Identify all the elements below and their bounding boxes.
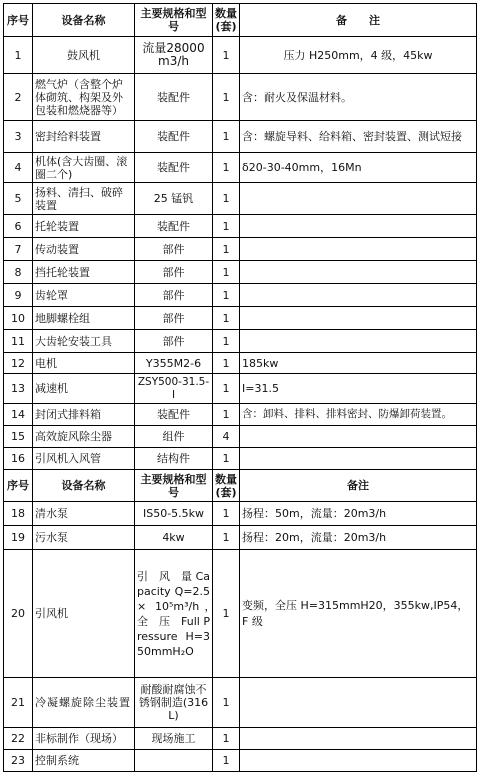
row-note: 变频，全压 H=315mmH20，355kw,IP54，F 级 <box>240 550 477 678</box>
row-name: 冷凝螺旋除尘装置 <box>33 678 135 728</box>
row-no: 23 <box>4 750 33 772</box>
row-spec: IS50-5.5kw <box>135 502 213 526</box>
row-qty: 1 <box>213 550 240 678</box>
row-no: 5 <box>4 183 33 215</box>
table-row <box>4 307 477 330</box>
header-spec: 主要规格和型号 <box>135 4 213 37</box>
row-note: 压力 H250mm，4 级，45kw <box>240 37 477 74</box>
row-name: 密封给料装置 <box>33 121 135 153</box>
table-row <box>4 550 477 678</box>
row-name: 非标制作（现场） <box>33 728 135 750</box>
table-row <box>4 353 477 374</box>
row-spec: 装配件 <box>135 215 213 238</box>
row-qty: 1 <box>213 284 240 307</box>
row-qty: 1 <box>213 215 240 238</box>
row-qty: 4 <box>213 426 240 448</box>
table-row <box>4 74 477 121</box>
header-no: 序号 <box>4 4 33 37</box>
row-no: 13 <box>4 374 33 404</box>
row-qty: 1 <box>213 526 240 550</box>
row-spec: 4kw <box>135 526 213 550</box>
row-qty: 1 <box>213 728 240 750</box>
row-qty: 1 <box>213 74 240 121</box>
row-no: 15 <box>4 426 33 448</box>
row-spec: 装配件 <box>135 121 213 153</box>
row-note <box>240 284 477 307</box>
row-note: δ20-30-40mm，16Mn <box>240 153 477 183</box>
table-row <box>4 448 477 470</box>
table-row <box>4 678 477 728</box>
row-spec: 部件 <box>135 238 213 261</box>
header-spec: 主要规格和型号 <box>135 470 213 502</box>
equipment-table <box>3 3 477 772</box>
row-spec: ZSY500-31.5-I <box>135 374 213 404</box>
row-no: 19 <box>4 526 33 550</box>
header-name: 设备名称 <box>33 470 135 502</box>
row-spec: 现场施工 <box>135 728 213 750</box>
row-name: 大齿轮安装工具 <box>33 330 135 353</box>
row-name: 地脚螺栓组 <box>33 307 135 330</box>
row-no: 6 <box>4 215 33 238</box>
row-name: 机体(含大齿圈、滚圈二个) <box>33 153 135 183</box>
row-name: 传动装置 <box>33 238 135 261</box>
row-spec: 部件 <box>135 330 213 353</box>
row-spec: 引 风 量 Capacity Q=2.5 × 10⁵m³/h， 全 压 Full Pressure H=350mmH₂O <box>135 550 213 678</box>
header-no: 序号 <box>4 470 33 502</box>
row-name: 挡托轮装置 <box>33 261 135 284</box>
row-note <box>240 307 477 330</box>
row-note: 扬程：20m，流量：20m3/h <box>240 526 477 550</box>
table-row <box>4 374 477 404</box>
row-qty: 1 <box>213 37 240 74</box>
row-note <box>240 330 477 353</box>
row-qty: 1 <box>213 678 240 728</box>
row-qty: 1 <box>213 261 240 284</box>
table-row <box>4 37 477 74</box>
row-spec: 流量28000m3/h <box>135 37 213 74</box>
table-header-row <box>4 470 477 502</box>
row-no: 10 <box>4 307 33 330</box>
table-header-row <box>4 4 477 37</box>
row-name: 燃气炉（含整个炉体砌筑、构架及外包装和燃烧器等） <box>33 74 135 121</box>
row-no: 14 <box>4 404 33 426</box>
table-row <box>4 404 477 426</box>
row-note <box>240 750 477 772</box>
row-no: 1 <box>4 37 33 74</box>
row-no: 20 <box>4 550 33 678</box>
row-qty: 1 <box>213 153 240 183</box>
table-row <box>4 426 477 448</box>
row-name: 鼓风机 <box>33 37 135 74</box>
row-no: 9 <box>4 284 33 307</box>
row-spec: 装配件 <box>135 404 213 426</box>
header-qty: 数量(套) <box>213 470 240 502</box>
row-note: 含：耐火及保温材料。 <box>240 74 477 121</box>
row-spec: Y355M2-6 <box>135 353 213 374</box>
table-row <box>4 238 477 261</box>
row-spec: 耐酸耐腐蚀不锈钢制造(316L) <box>135 678 213 728</box>
row-no: 3 <box>4 121 33 153</box>
header-qty: 数量(套) <box>213 4 240 37</box>
row-spec: 装配件 <box>135 153 213 183</box>
table-row <box>4 526 477 550</box>
row-name: 清水泵 <box>33 502 135 526</box>
row-spec: 部件 <box>135 284 213 307</box>
row-qty: 1 <box>213 502 240 526</box>
row-qty: 1 <box>213 353 240 374</box>
header-note: 备 注 <box>240 4 477 37</box>
table-row <box>4 750 477 772</box>
row-name: 托轮装置 <box>33 215 135 238</box>
row-no: 22 <box>4 728 33 750</box>
row-name: 污水泵 <box>33 526 135 550</box>
row-name: 齿轮罩 <box>33 284 135 307</box>
table-row <box>4 284 477 307</box>
row-note <box>240 728 477 750</box>
row-note <box>240 678 477 728</box>
row-note: 含：卸料、排料、排料密封、防爆卸荷装置。 <box>240 404 477 426</box>
row-note <box>240 183 477 215</box>
row-spec <box>135 750 213 772</box>
row-qty: 1 <box>213 183 240 215</box>
row-no: 2 <box>4 74 33 121</box>
row-note: 含：螺旋导料、给料箱、密封装置、测试短接 <box>240 121 477 153</box>
row-no: 8 <box>4 261 33 284</box>
table-row <box>4 728 477 750</box>
row-no: 11 <box>4 330 33 353</box>
row-no: 12 <box>4 353 33 374</box>
equipment-list <box>3 3 477 772</box>
table-row <box>4 183 477 215</box>
table-row <box>4 121 477 153</box>
row-note <box>240 426 477 448</box>
row-name: 控制系统 <box>33 750 135 772</box>
row-no: 18 <box>4 502 33 526</box>
row-qty: 1 <box>213 238 240 261</box>
row-spec: 组件 <box>135 426 213 448</box>
row-qty: 1 <box>213 374 240 404</box>
header-name: 设备名称 <box>33 4 135 37</box>
row-no: 7 <box>4 238 33 261</box>
table-row <box>4 215 477 238</box>
table-row <box>4 261 477 284</box>
row-note <box>240 261 477 284</box>
row-qty: 1 <box>213 404 240 426</box>
row-note <box>240 215 477 238</box>
row-spec: 部件 <box>135 307 213 330</box>
row-no: 21 <box>4 678 33 728</box>
row-qty: 1 <box>213 330 240 353</box>
row-qty: 1 <box>213 121 240 153</box>
table-row <box>4 330 477 353</box>
row-qty: 1 <box>213 307 240 330</box>
row-spec: 25 锰钒 <box>135 183 213 215</box>
row-name: 引风机入风管 <box>33 448 135 470</box>
row-note <box>240 238 477 261</box>
row-name: 减速机 <box>33 374 135 404</box>
row-qty: 1 <box>213 448 240 470</box>
row-name: 高效旋风除尘器 <box>33 426 135 448</box>
table-row <box>4 153 477 183</box>
header-note: 备注 <box>240 470 477 502</box>
row-note: 扬程：50m，流量：20m3/h <box>240 502 477 526</box>
row-note <box>240 448 477 470</box>
row-name: 扬料、清扫、破碎装置 <box>33 183 135 215</box>
row-name: 电机 <box>33 353 135 374</box>
row-no: 4 <box>4 153 33 183</box>
row-name: 引风机 <box>33 550 135 678</box>
table-row <box>4 502 477 526</box>
row-spec: 部件 <box>135 261 213 284</box>
row-note: 185kw <box>240 353 477 374</box>
row-no: 16 <box>4 448 33 470</box>
row-spec: 结构件 <box>135 448 213 470</box>
row-name: 封闭式排料箱 <box>33 404 135 426</box>
row-note: I=31.5 <box>240 374 477 404</box>
row-spec: 装配件 <box>135 74 213 121</box>
row-qty: 1 <box>213 750 240 772</box>
